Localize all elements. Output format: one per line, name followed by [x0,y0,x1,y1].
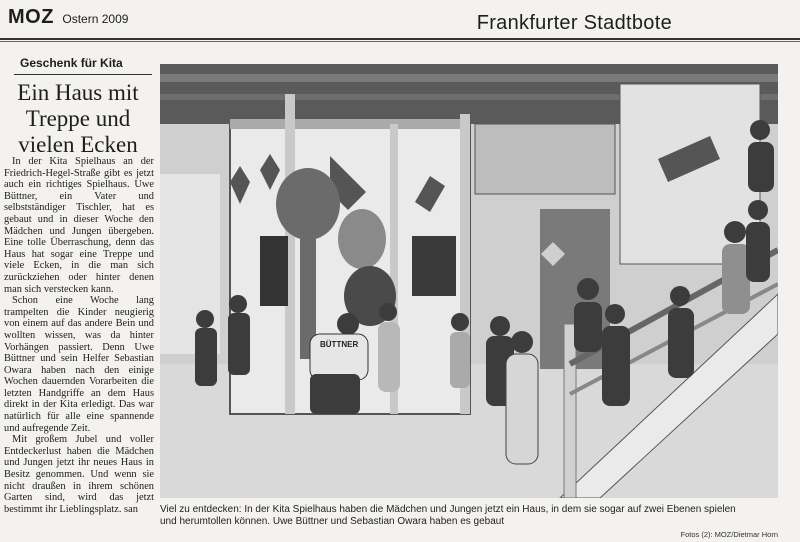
article-body [4,156,154,515]
headline-line-2: Treppe und [25,106,131,131]
caption-line-1: Viel zu entdecken: In der Kita Spielhaus haben die Mädchen und Jungen jetzt ein Haus, in dem sie sogar auf zwei Ebenen spielen [160,504,736,515]
masthead-left [8,6,128,29]
article-kicker: Geschenk für Kita [20,56,123,70]
headline-line-3: vielen Ecken [18,132,138,157]
photo-caption [160,504,780,528]
edition-date: Ostern 2009 [62,12,129,26]
shirt-lettering: BÜTTNER [320,340,359,349]
headline-line-1: Ein Haus mit [17,80,139,105]
article-paragraph-3: Mit großem Jubel und voller Entdeckerlust haben die Mädchen und Jungen jetzt ihr neues Haus in Besitz genommen. Und wenn sie nicht draußen in ihrem schönen Garten sind, wird das jetzt bestimmt ihr Lieblingsplatz. san [4,434,154,515]
photo-credit: Fotos (2): MOZ/Dietmar Horn [680,530,778,539]
section-title: Frankfurter Stadtbote [476,12,672,34]
article-column [0,48,156,542]
article-paragraph-2: Schon eine Woche lang trampelten die Kinder neugierig von einem auf das andere Bein und wollten wissen, was da hinter Vorhängen passiert. Denn Uwe Büttner und sein Helfer Sebastian Owara haben nach den einige Wochen dauernden Vorarbeiten die letzten Handgriffe an dem Haus direkt in der Kita erledigt. Das war natürlich für alle eine spannende und aufregende Zeit. [4,295,154,434]
article-paragraph-1: In der Kita Spielhaus an der Friedrich-Hegel-Straße gibt es jetzt auch ein richtiges Spielhaus. Uwe Büttner, ein Vater und selbstständiger Tischler, hat es gebaut und in dieser Woche den Mädchen und Jungen übergeben. Eine tolle Überraschung, denn das Haus hat sogar eine Treppe und viele Ecken, in die man sich zurückziehen oder hinter denen man sich verstecken kann. [4,156,154,295]
kicker-rule [14,74,152,75]
playhouse-photo [160,64,778,498]
publication-name: MOZ [8,6,54,28]
article-headline [0,80,156,158]
caption-line-2: und herumtollen können. Uwe Büttner und Sebastian Owara haben es gebaut [160,516,505,527]
masthead-rule [0,38,800,40]
masthead-rule-thin [0,41,800,42]
